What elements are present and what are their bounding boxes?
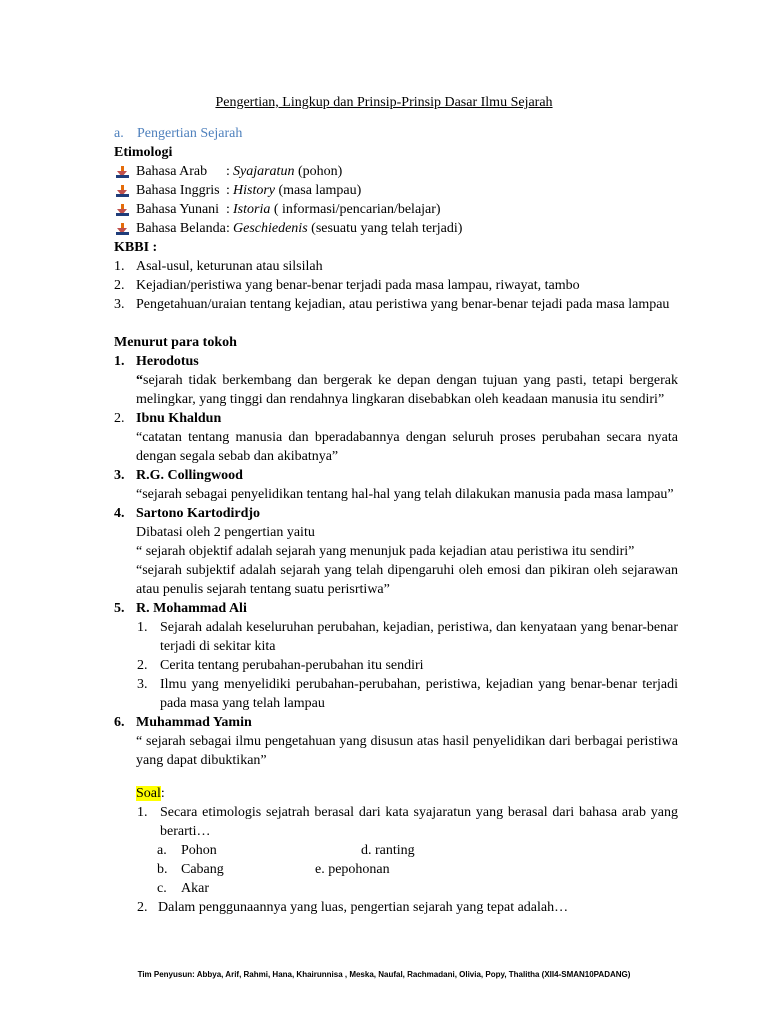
etimologi-sep: :	[226, 183, 230, 198]
question-text: Secara etimologis sejatrah berasal dari kata syajaratun yang berasal dari bahasa arab yang	[160, 805, 678, 820]
sub-list-item: Ilmu yang menyelidiki perubahan-perubahan, peristiwa, kejadian yang benar-benar terjadi	[160, 677, 678, 692]
tokoh-quote-line: melingkar, yang tinggi dan rendahnya lingkaran disebabkan oleh keadaan manusia itu sendiri”	[136, 392, 665, 407]
soal-heading: Soal:	[136, 786, 165, 801]
tokoh-quote-line: “catatan tentang manusia dan bperadabannya dengan seluruh proses perubahan secara nyata	[136, 430, 678, 445]
tokoh-name: Sartono Kartodirdjo	[136, 506, 261, 521]
tokoh-quote-line: atau penulis sejarah tentang suatu perisrtiwa”	[136, 582, 390, 597]
page-footer: Tim Penyusun: Abbya, Arif, Rahmi, Hana, Khairunnisa , Meska, Naufal, Rachmadani, Olivia, Popy, Thalitha (XII4-SMAN10PADANG)	[137, 970, 631, 979]
tokoh-text-line: Dibatasi oleh 2 pengertian yaitu	[136, 525, 315, 540]
list-number: 3.	[114, 468, 125, 483]
option-text: Cabang	[181, 862, 224, 877]
question-number: 2.	[137, 900, 148, 915]
tokoh-name: Ibnu Khaldun	[136, 411, 222, 426]
section-marker: a.	[114, 126, 124, 141]
kbbi-item: Kejadian/peristiwa yang benar-benar terjadi pada masa lampau, riwayat, tambo	[136, 278, 580, 293]
section-heading: Pengertian Sejarah	[137, 126, 243, 141]
list-number: 6.	[114, 715, 125, 730]
tokoh-quote-line: yang dapat dibuktikan”	[136, 753, 267, 768]
option-e: e. pepohonan	[315, 862, 390, 877]
etimologi-term: Syajaratun	[233, 164, 295, 179]
page-title: Pengertian, Lingkup dan Prinsip-Prinsip Dasar Ilmu Sejarah	[215, 95, 553, 110]
list-number: 1.	[114, 354, 125, 369]
etimologi-meaning: (masa lampau)	[278, 183, 362, 198]
tokoh-heading: Menurut para tokoh	[114, 335, 237, 350]
list-number: 2.	[114, 411, 125, 426]
option-text: Pohon	[181, 843, 217, 858]
tokoh-name: Muhammad Yamin	[136, 715, 252, 730]
option-letter: a.	[157, 843, 167, 858]
etimologi-meaning: (pohon)	[297, 164, 343, 179]
option-d: d. ranting	[361, 843, 415, 858]
list-number: 2.	[114, 278, 125, 293]
tokoh-name: R.G. Collingwood	[136, 468, 243, 483]
etimologi-sep: :	[226, 221, 230, 236]
etimologi-sep: :	[226, 202, 230, 217]
option-letter: c.	[157, 881, 167, 896]
etimologi-term: History	[233, 183, 275, 198]
tokoh-name: Herodotus	[136, 354, 199, 369]
arrow-bullet-icon	[116, 185, 129, 197]
tokoh-quote-line: “sejarah subjektif adalah sejarah yang telah dipengaruhi oleh emosi dan pikiran oleh sejarawan	[136, 563, 678, 578]
question-text: berarti…	[160, 824, 211, 839]
etimologi-meaning: ( informasi/pencarian/belajar)	[273, 202, 441, 217]
etimologi-term: Istoria	[233, 202, 271, 217]
etimologi-meaning: (sesuatu yang telah terjadi)	[311, 221, 463, 236]
arrow-bullet-icon	[116, 223, 129, 235]
question-number: 1.	[137, 805, 148, 820]
list-number: 4.	[114, 506, 125, 521]
tokoh-name: R. Mohammad Ali	[136, 601, 247, 616]
sub-list-item: Cerita tentang perubahan-perubahan itu sendiri	[160, 658, 424, 673]
sub-list-item: Sejarah adalah keseluruhan perubahan, kejadian, peristiwa, dan kenyataan yang benar-benar	[160, 620, 678, 635]
sub-list-item: pada masa yang telah lampau	[160, 696, 325, 711]
list-number: 3.	[114, 297, 125, 312]
sub-list-number: 1.	[137, 620, 148, 635]
option-text: Akar	[181, 881, 209, 896]
kbbi-item: Asal-usul, keturunan atau silsilah	[136, 259, 323, 274]
sub-list-number: 3.	[137, 677, 148, 692]
etimologi-lang: Bahasa Belanda	[136, 221, 226, 236]
arrow-bullet-icon	[116, 166, 129, 178]
list-number: 5.	[114, 601, 125, 616]
etimologi-term: Geschiedenis	[233, 221, 308, 236]
sub-list-item: terjadi di sekitar kita	[160, 639, 276, 654]
list-number: 1.	[114, 259, 125, 274]
tokoh-quote-line: “ sejarah objektif adalah sejarah yang menunjuk pada kejadian atau peristiwa itu sendiri”	[136, 544, 635, 559]
tokoh-quote-line: “ sejarah sebagai ilmu pengetahuan yang disusun atas hasil penyelidikan dari berbagai peristiwa	[136, 734, 678, 749]
etimologi-heading: Etimologi	[114, 145, 173, 160]
arrow-bullet-icon	[116, 204, 129, 216]
tokoh-quote-line: dengan segala sebab dan akibatnya”	[136, 449, 339, 464]
etimologi-sep: :	[226, 164, 230, 179]
etimologi-lang: Bahasa Yunani	[136, 202, 220, 217]
etimologi-lang: Bahasa Inggris	[136, 183, 220, 198]
tokoh-quote-line: “sejarah tidak berkembang dan bergerak ke depan dengan tujuan yang pasti, tetapi bergerak	[136, 373, 678, 388]
tokoh-quote-line: “sejarah sebagai penyelidikan tentang hal-hal yang telah dilakukan manusia pada masa lampau”	[136, 487, 674, 502]
etimologi-lang: Bahasa Arab	[136, 164, 208, 179]
option-letter: b.	[157, 862, 168, 877]
kbbi-item: Pengetahuan/uraian tentang kejadian, atau peristiwa yang benar-benar tejadi pada masa lampau	[136, 297, 670, 312]
sub-list-number: 2.	[137, 658, 148, 673]
question-text: Dalam penggunaannya yang luas, pengertian sejarah yang tepat adalah…	[158, 900, 569, 915]
kbbi-heading: KBBI :	[114, 240, 158, 255]
